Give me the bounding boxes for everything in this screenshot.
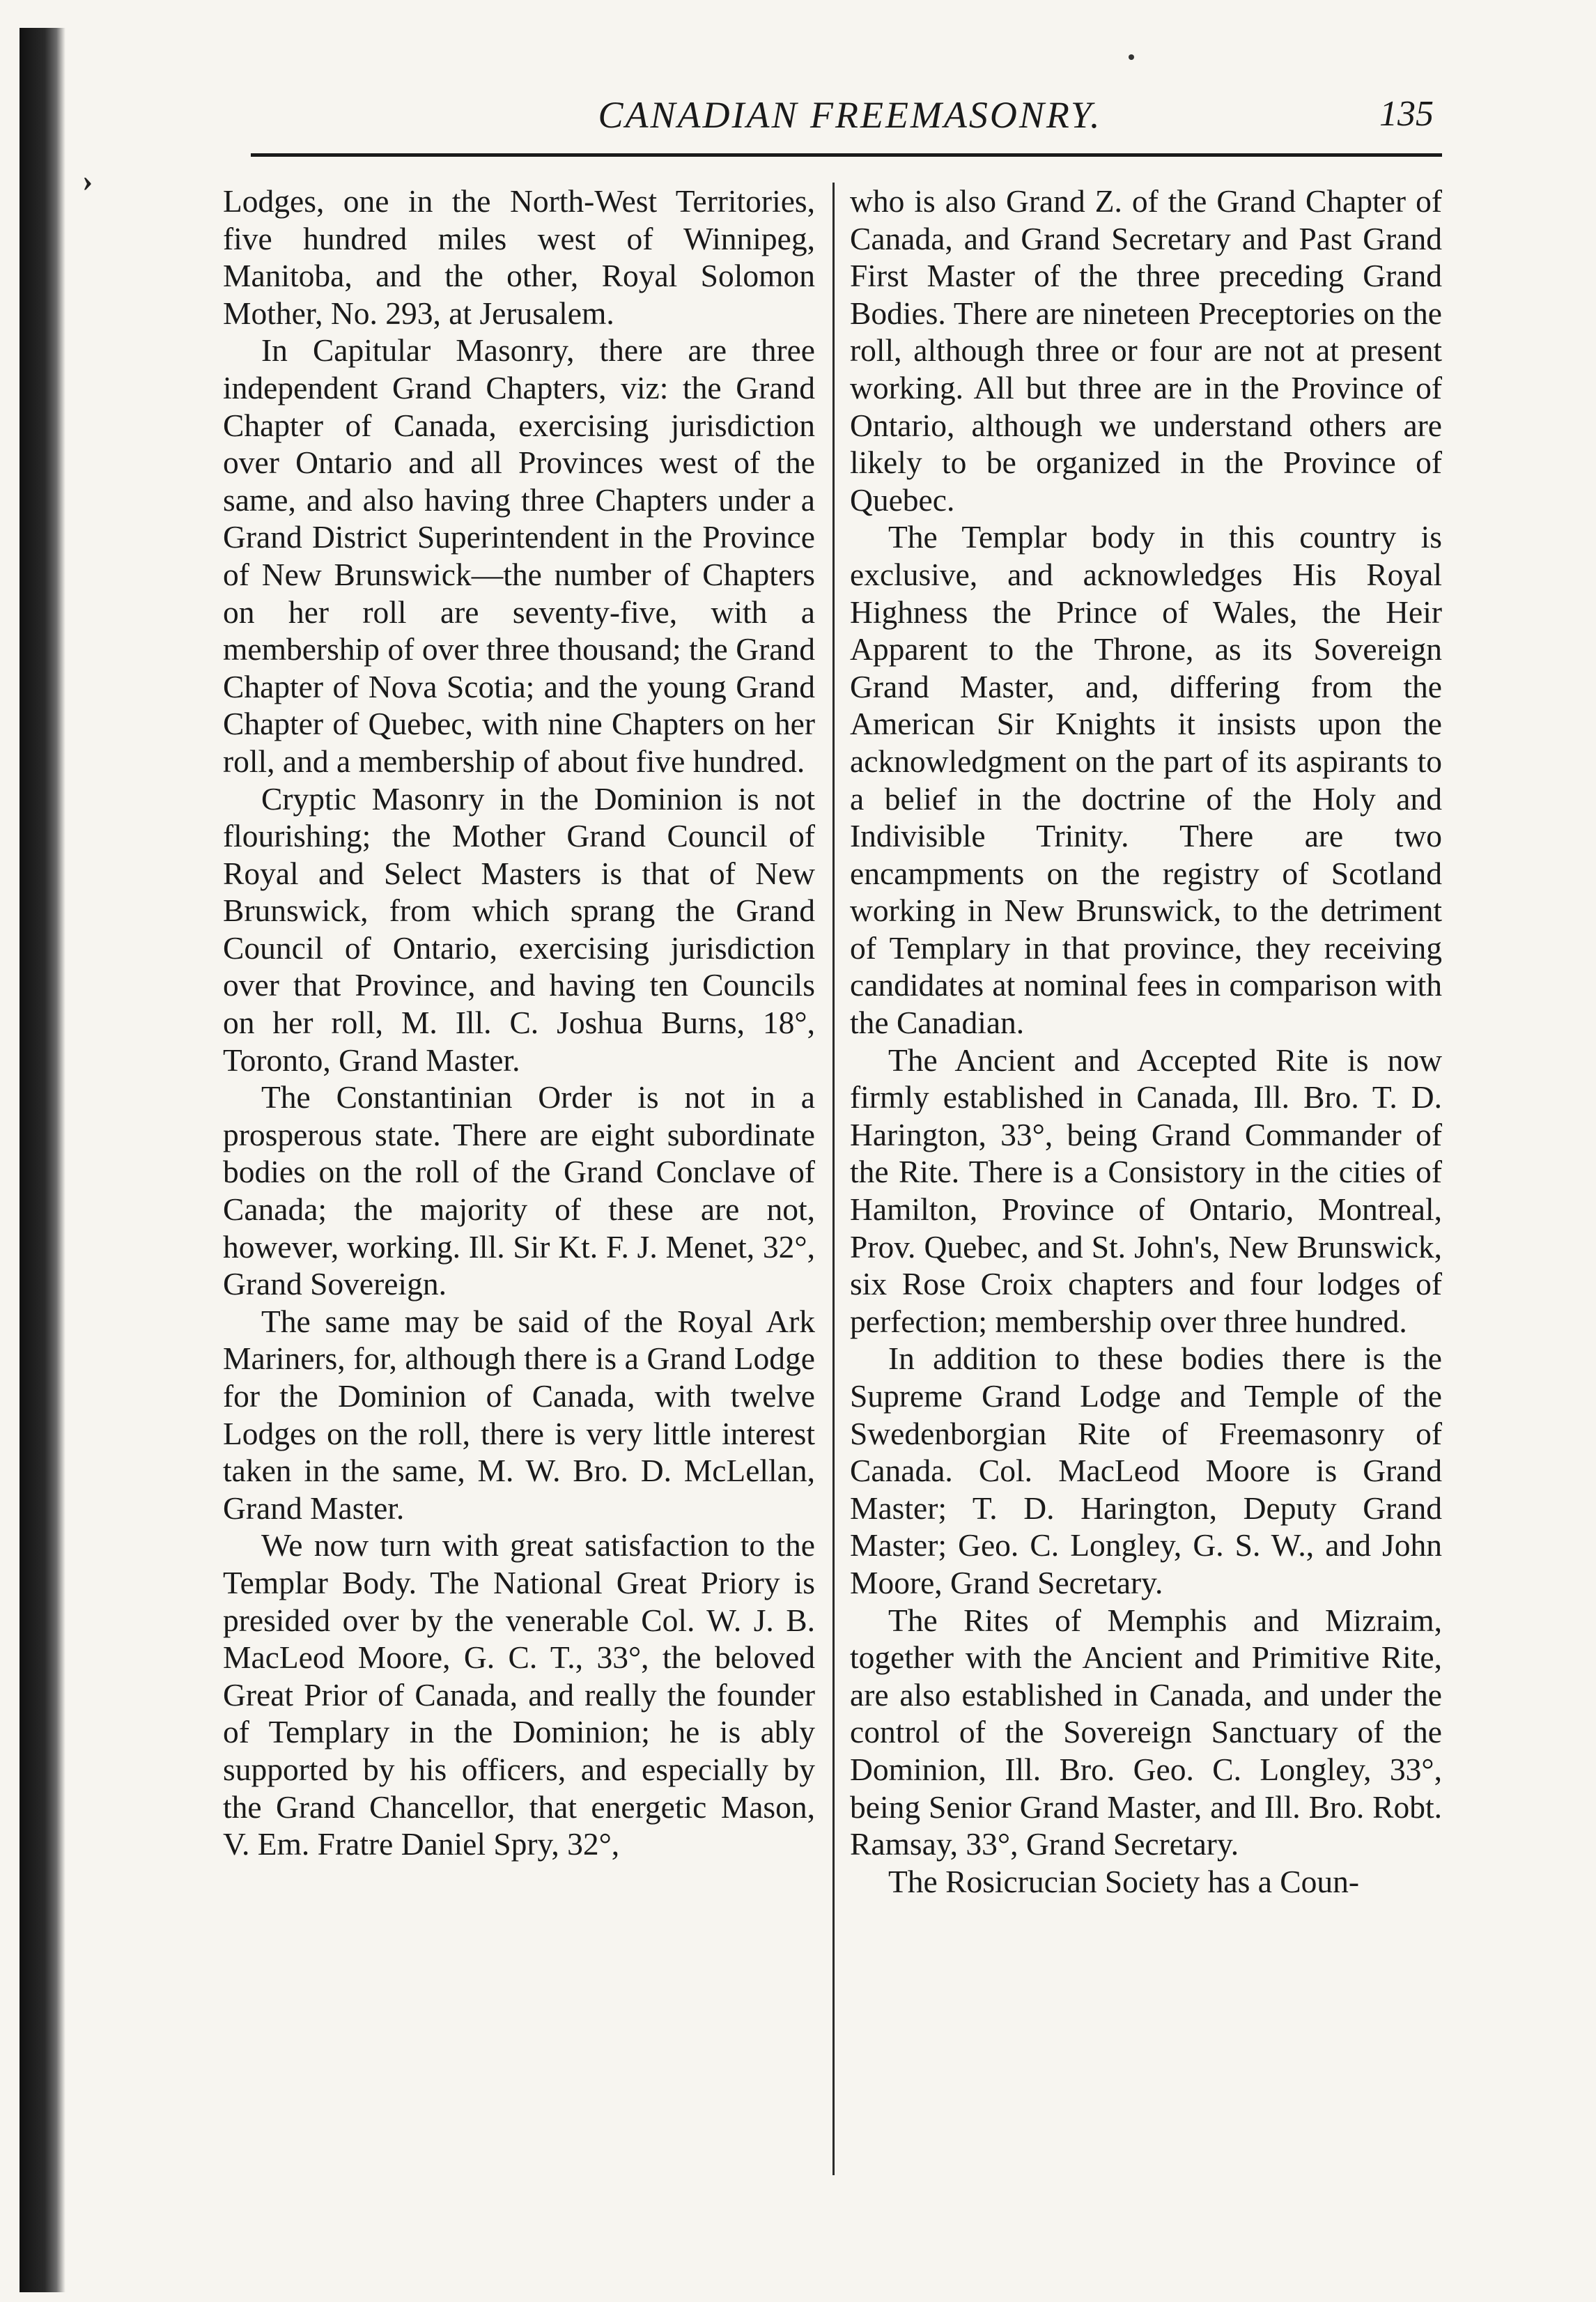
ink-speck xyxy=(1129,54,1134,60)
left-column xyxy=(223,183,815,1863)
paragraph: The same may be said of the Royal Ark Mariners, for, although there is a Grand Lodge for the Dominion of Canada, with twelve Lodges on the roll, there is very little interest taken in the same, M. W. Bro. D. McLellan, Grand Master. xyxy=(223,1303,815,1526)
running-header xyxy=(251,84,1442,157)
page-number: 135 xyxy=(1379,94,1434,134)
book-spine-shadow xyxy=(20,28,65,2292)
paragraph: The Ancient and Accepted Rite is now firmly established in Canada, Ill. Bro. T. D. Harington, 33°, being Grand Commander of the Rite. There is a Consistory in the cities of Hamilton, Province of Ontario, Montreal, Prov. Quebec, and St. John's, New Brunswick, six Rose Croix chapters and four lodges of perfection; membership over three hundred. xyxy=(850,1042,1442,1339)
paragraph: The Rites of Memphis and Mizraim, together with the Ancient and Primitive Rite, are also established in Canada, and under the control of the Sovereign Sanctuary of the Dominion, Ill. Bro. Geo. C. Longley, 33°, being Senior Grand Master, and Ill. Bro. Robt. Ramsay, 33°, Grand Secretary. xyxy=(850,1602,1442,1862)
right-column xyxy=(850,183,1442,1900)
margin-mark: › xyxy=(82,162,93,198)
running-title: CANADIAN FREEMASONRY. xyxy=(598,94,1102,136)
paragraph: The Constantinian Order is not in a prosperous state. There are eight subordinate bodies on the roll of the Grand Conclave of Canada; the majority of these are not, however, working. Ill. Sir Kt. F. J. Menet, 32°, Grand Sovereign. xyxy=(223,1079,815,1302)
paragraph: In Capitular Masonry, there are three independent Grand Chapters, viz: the Grand Chapter of Canada, exercising jurisdiction over Ontario and all Provinces west of the same, and also having three Chapters under a Grand District Superintendent in the Province of New Brunswick—the number of Chapters on her roll are seventy-five, with a membership of over three thousand; the Grand Chapter of Nova Scotia; and the young Grand Chapter of Quebec, with nine Chapters on her roll, and a membership of about five hundred. xyxy=(223,332,815,779)
paragraph: The Templar body in this country is exclusive, and acknowledges His Royal Highness the Prince of Wales, the Heir Apparent to the Throne, as its Sovereign Grand Master, and, differing from the American Sir Knights it insists upon the acknowledgment on the part of its aspirants to a belief in the doctrine of the Holy and Indivisible Trinity. There are two encampments on the registry of Scotland working in New Brunswick, to the detriment of Templary in that province, they receiving candidates at nominal fees in comparison with the Canadian. xyxy=(850,519,1442,1041)
paragraph: The Rosicrucian Society has a Coun- xyxy=(888,1863,1360,1899)
paragraph: who is also Grand Z. of the Grand Chapter of Canada, and Grand Secretary and Past Grand First Master of the three preceding Grand Bodies. There are nineteen Preceptories on the roll, although three or four are not at present working. All but three are in the Province of Ontario, although we understand others are likely to be organized in the Province of Quebec. xyxy=(850,183,1442,518)
paragraph: We now turn with great satisfaction to the Templar Body. The National Great Priory is presided over by the venerable Col. W. J. B. MacLeod Moore, G. C. T., 33°, the beloved Great Prior of Canada, and really the founder of Templary in the Dominion; he is ably supported by his officers, and especially by the Grand Chancellor, that energetic Mason, V. Em. Fratre Daniel Spry, 32°, xyxy=(223,1527,815,1862)
paragraph: Lodges, one in the North-West Territories, five hundred miles west of Winnipeg, Manitoba, and the other, Royal Solomon Mother, No. 293, at Jerusalem. xyxy=(223,183,815,331)
paragraph: Cryptic Masonry in the Dominion is not flourishing; the Mother Grand Council of Royal and Select Masters is that of New Brunswick, from which sprang the Grand Council of Ontario, exercising jurisdiction over that Province, and having ten Councils on her roll, M. Ill. C. Joshua Burns, 18°, Toronto, Grand Master. xyxy=(223,780,815,1078)
column-divider xyxy=(832,183,835,2175)
paragraph: In addition to these bodies there is the Supreme Grand Lodge and Temple of the Swedenborgian Rite of Freemasonry of Canada. Col. MacLeod Moore is Grand Master; T. D. Harington, Deputy Grand Master; Geo. C. Longley, G. S. W., and John Moore, Grand Secretary. xyxy=(850,1341,1442,1600)
